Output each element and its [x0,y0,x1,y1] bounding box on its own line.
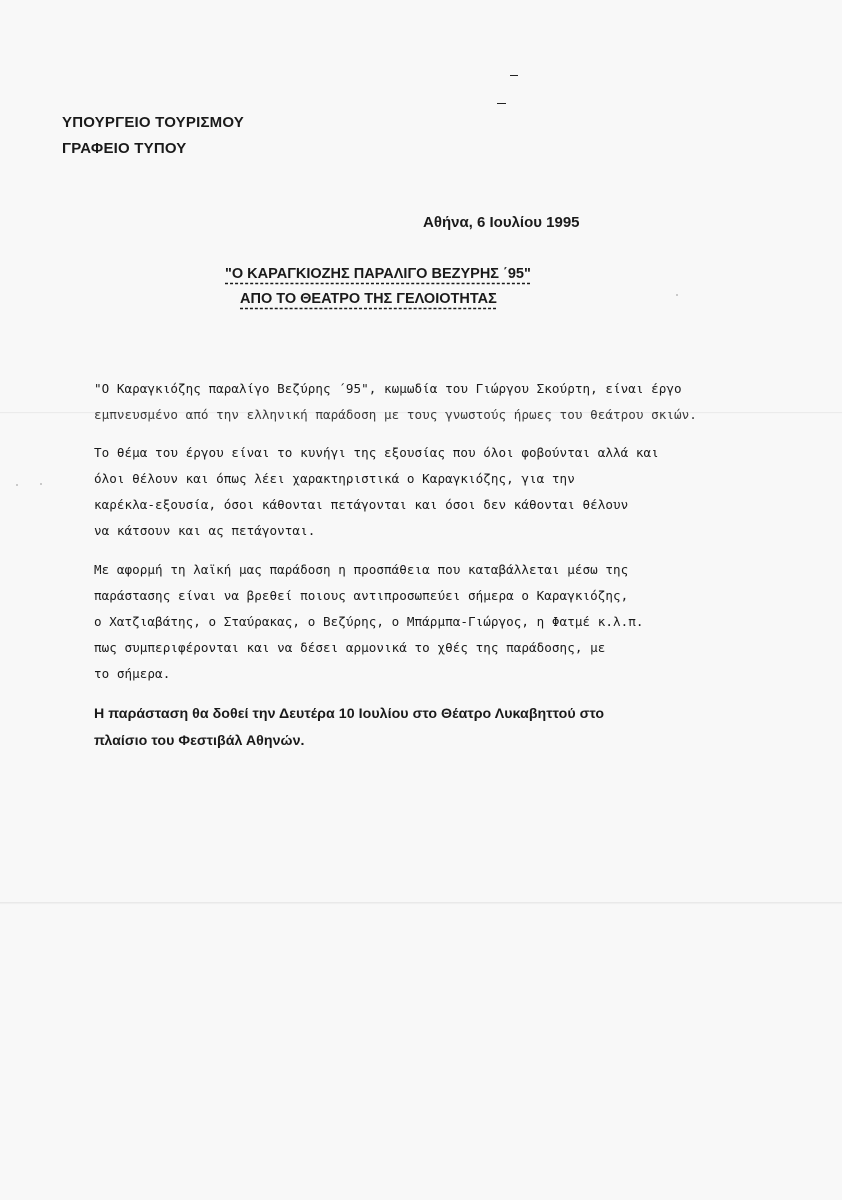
text-line: πως συμπεριφέρονται και να δέσει αρμονικά το χθές της παράδοσης, με [94,640,606,655]
text-line: καρέκλα-εξουσία, όσοι κάθονται πετάγονται και όσοι δεν κάθονται θέλουν [94,497,629,512]
paragraph [94,376,794,428]
document-title [225,262,531,312]
paper-speck [40,483,42,485]
office-name: ΓΡΑΦΕΙΟ ΤΥΠΟΥ [62,140,187,157]
text-line: όλοι θέλουν και όπως λέει χαρακτηριστικά ο Καραγκιόζης, για την [94,471,575,486]
margin-mark [497,103,506,104]
text-line: το σήμερα. [94,666,171,681]
sender-block [62,110,244,162]
text-line: Το θέμα του έργου είναι το κυνήγι της εξουσίας που όλοι φοβούνται αλλά και [94,445,659,460]
text-line: πλαίσιο του Φεστιβάλ Αθηνών. [94,733,305,749]
text-line: παράστασης είναι να βρεθεί ποιους αντιπροσωπεύει σήμερα ο Καραγκιόζης, [94,588,629,603]
ministry-name: ΥΠΟΥΡΓΕΙΟ ΤΟΥΡΙΣΜΟΥ [62,114,244,131]
paragraph [94,557,794,687]
margin-mark [510,75,518,76]
paragraph [94,440,794,544]
document-date: Αθήνα, 6 Ιουλίου 1995 [423,214,580,231]
text-line: "Ο Καραγκιόζης παραλίγο Βεζύρης ΄95", κωμωδία του Γιώργου Σκούρτη, είναι έργο [94,381,682,396]
text-line: ο Χατζιαβάτης, ο Σταύρακας, ο Βεζύρης, ο Μπάρμπα-Γιώργος, η Φατμέ κ.λ.π. [94,614,644,629]
paragraph [94,701,794,755]
text-line: Η παράσταση θα δοθεί την Δευτέρα 10 Ιουλίου στο Θέατρο Λυκαβηττού στο [94,706,605,722]
text-line: να κάτσουν και ας πετάγονται. [94,523,316,538]
title-line: "Ο ΚΑΡΑΓΚΙΟΖΗΣ ΠΑΡΑΛΙΓΟ ΒΕΖΥΡΗΣ ΄95" [225,266,531,282]
title-line: ΑΠΟ ΤΟ ΘΕΑΤΡΟ ΤΗΣ ΓΕΛΟΙΟΤΗΤΑΣ [240,291,497,307]
document-body [94,376,794,768]
text-line: εμπνευσμένο από την ελληνική παράδοση με τους γνωστούς ήρωες του θεάτρου σκιών. [94,407,697,422]
paper-fold-line [0,902,842,905]
paper-speck [676,294,678,296]
paper-speck [16,484,18,486]
text-line: Με αφορμή τη λαϊκή μας παράδοση η προσπάθεια που καταβάλλεται μέσω της [94,562,629,577]
